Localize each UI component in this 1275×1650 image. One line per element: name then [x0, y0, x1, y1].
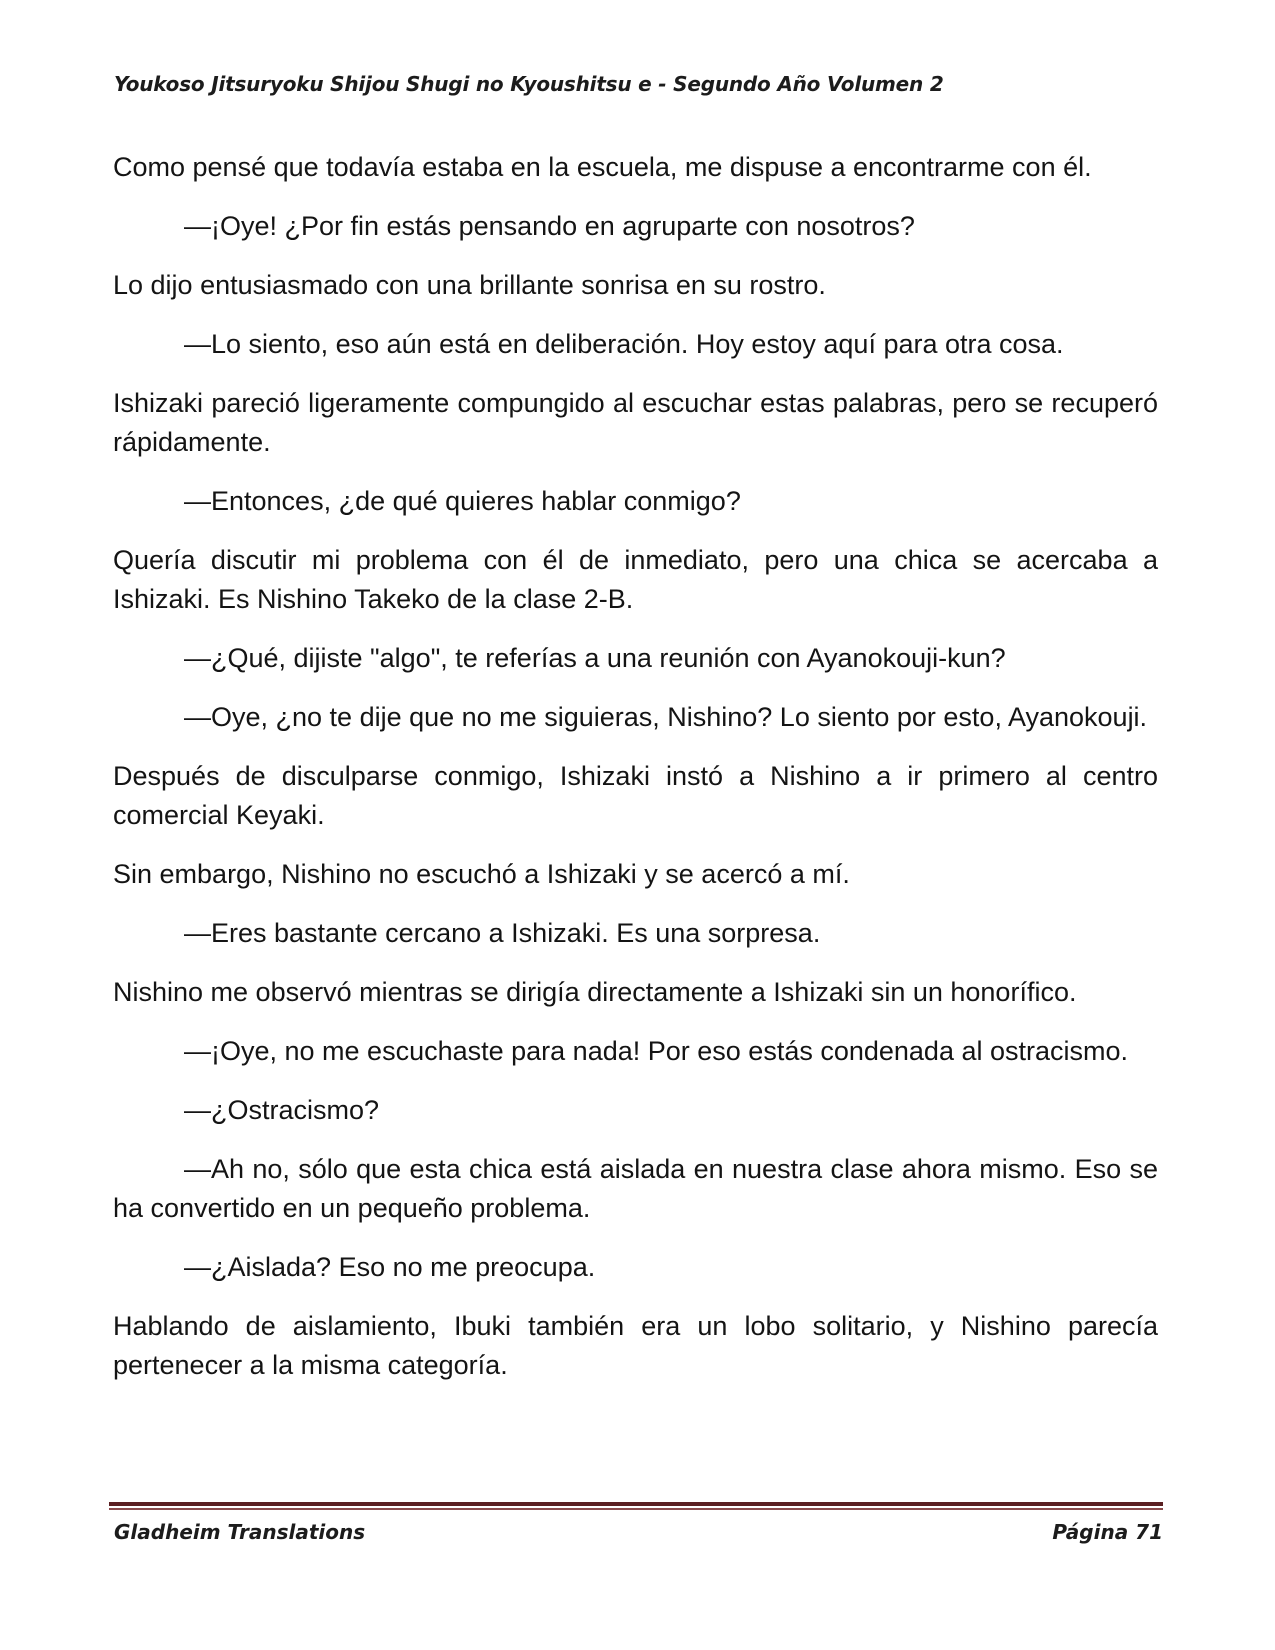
paragraph: Sin embargo, Nishino no escuchó a Ishizaki y se acercó a mí. — [113, 859, 850, 889]
paragraph: Como pensé que todavía estaba en la escuela, me dispuse a encontrarme con él. — [113, 152, 1092, 182]
dialogue-line: —¿Ostracismo? — [184, 1095, 380, 1125]
dialogue-line: —Lo siento, eso aún está en deliberación. Hoy estoy aquí para otra cosa. — [184, 329, 1064, 359]
paragraph: Ishizaki pareció ligeramente compungido al escuchar estas palabras, pero se recuperó rápidamente. — [113, 388, 1158, 457]
paragraph: Lo dijo entusiasmado con una brillante sonrisa en su rostro. — [113, 270, 826, 300]
paragraph: Hablando de aislamiento, Ibuki también era un lobo solitario, y Nishino parecía pertenecer a la misma categoría. — [113, 1311, 1158, 1380]
footer-rule — [109, 1502, 1163, 1512]
dialogue-line: —Oye, ¿no te dije que no me siguieras, Nishino? Lo siento por esto, Ayanokouji. — [184, 702, 1148, 732]
paragraph: Quería discutir mi problema con él de inmediato, pero una chica se acercaba a Ishizaki. Es Nishino Takeko de la clase 2-B. — [113, 545, 1158, 614]
footer-rule-thick — [109, 1502, 1163, 1506]
dialogue-line: —¿Qué, dijiste "algo", te referías a una reunión con Ayanokouji-kun? — [184, 643, 1006, 673]
footer-rule-thin — [109, 1508, 1163, 1510]
dialogue-line: —¡Oye, no me escuchaste para nada! Por eso estás condenada al ostracismo. — [184, 1036, 1129, 1066]
page-body — [113, 148, 1158, 1405]
footer-translator: Gladheim Translations — [114, 1520, 366, 1544]
dialogue-line: —¿Aislada? Eso no me preocupa. — [184, 1252, 596, 1282]
dialogue-line: —Ah no, sólo que esta chica está aislada en nuestra clase ahora mismo. Eso se ha convertido en un pequeño problema. — [113, 1154, 1158, 1223]
paragraph: Nishino me observó mientras se dirigía directamente a Ishizaki sin un honorífico. — [113, 977, 1077, 1007]
paragraph: Después de disculparse conmigo, Ishizaki instó a Nishino a ir primero al centro comercial Keyaki. — [113, 761, 1158, 830]
page-number: Página 71 — [1052, 1520, 1163, 1544]
dialogue-line: —¡Oye! ¿Por fin estás pensando en agruparte con nosotros? — [184, 211, 915, 241]
dialogue-line: —Eres bastante cercano a Ishizaki. Es una sorpresa. — [184, 918, 821, 948]
dialogue-line: —Entonces, ¿de qué quieres hablar conmigo? — [184, 486, 741, 516]
running-header: Youkoso Jitsuryoku Shijou Shugi no Kyoushitsu e - Segundo Año Volumen 2 — [114, 72, 944, 96]
